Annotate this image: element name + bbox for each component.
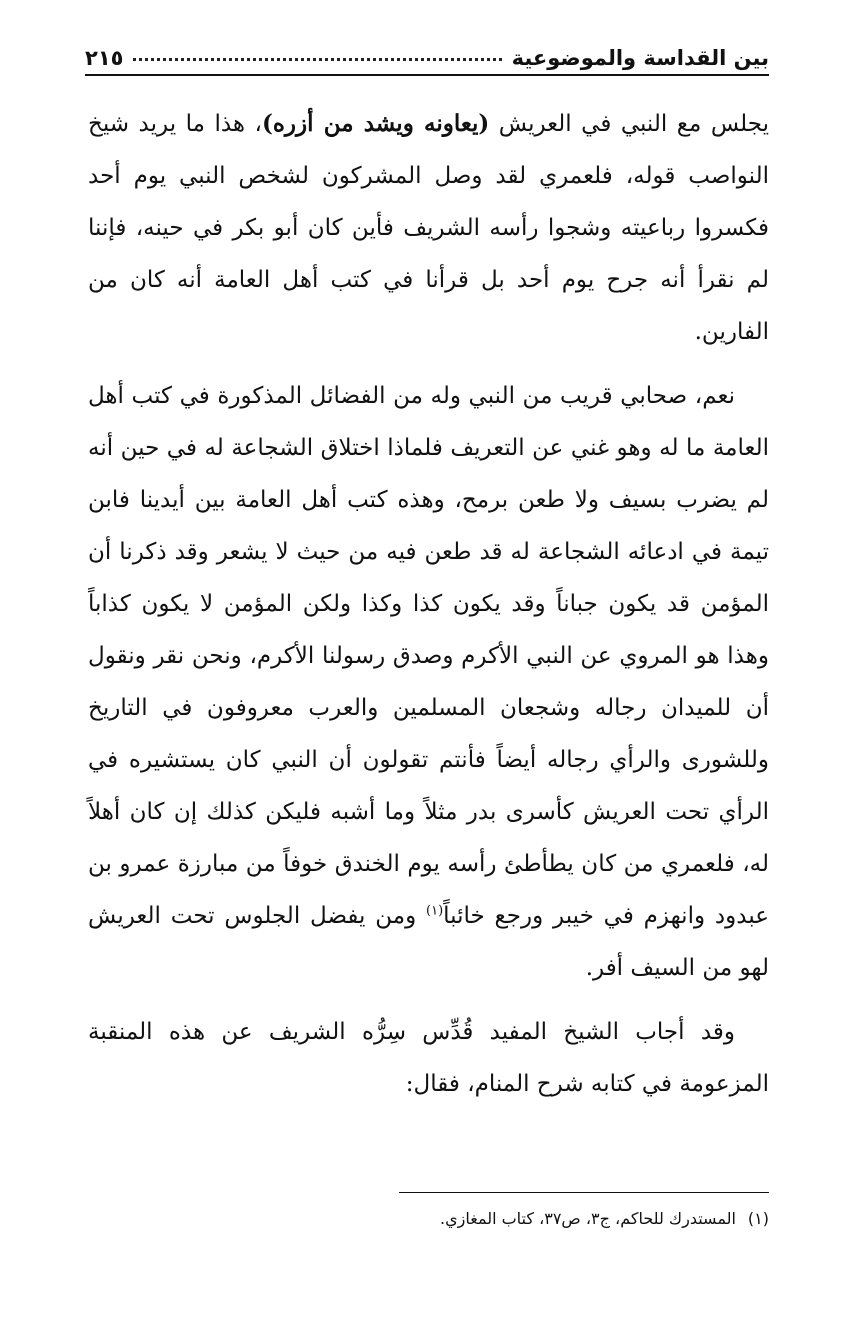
footnote-text: المستدرك للحاكم، ج٣، ص٣٧، كتاب المغازي. [440,1209,736,1228]
header-divider [85,74,769,76]
header-leader-dots [133,58,501,61]
paragraph-1-text-end: ، هذا ما يريد شيخ النواصب قوله، فلعمري لقد وصل المشركون لشخص النبي يوم أحد فكسروا رباعيته وشجوا رأسه الشريف فأين كان أبو بكر في حينه، فإننا لم نقرأ أنه جرح يوم أحد بل قرأنا في كتب أهل العامة أنه كان من الفارين. [88,111,769,345]
main-text [88,98,769,1122]
running-header-title: بين القداسة والموضوعية [511,46,769,70]
paragraph-1 [88,98,769,358]
paragraph-3 [88,1006,769,1110]
paragraph-2 [88,370,769,994]
running-header [85,30,769,70]
paragraph-1-bold-quote: (يعاونه ويشد من أزره) [261,110,490,137]
page-number: ٢١٥ [85,46,124,70]
footnote-reference: (١) [426,903,444,919]
paragraph-3-text: وقد أجاب الشيخ المفيد قُدِّس سِرُّه الشريف عن هذه المنقبة المزعومة في كتابه شرح المنام، فقال: [88,1019,769,1097]
paragraph-1-text-start: يجلس مع النبي في العريش [489,111,770,137]
footnote-divider [399,1192,769,1193]
footnote-number: (١) [747,1209,769,1228]
paragraph-2-text-start: نعم، صحابي قريب من النبي وله من الفضائل المذكورة في كتب أهل العامة ما له وهو غني عن التعريف فلماذا اختلاق الشجاعة له في حين أنه لم يضرب بسيف ولا طعن برمح، وهذه كتب أهل العامة بين أيدينا فابن تيمة في ادعائه الشجاعة له قد طعن فيه من حيث لا يشعر وقد ذكرنا أن المؤمن قد يكون جباناً وقد يكون كذا وكذا ولكن المؤمن لا يكون كذاباً وهذا هو المروي عن النبي الأكرم وصدق رسولنا الأكرم، ونحن نقر ونقول أن للميدان رجاله وشجعان المسلمين والعرب معروفون في التاريخ وللشورى والرأي رجاله أيضاً فأنتم تقولون أن النبي كان يستشيره في الرأي تحت العريش كأسرى بدر مثلاً وما أشبه فليكن كذلك إن كان أهلاً له، فلعمري من كان يطأطئ رأسه يوم الخندق خوفاً من مبارزة عمرو بن عبدود وانهزم في خيبر ورجع خائباً [88,383,769,929]
footnote [88,1205,769,1233]
paragraph-2-text-end: ومن يفضل الجلوس تحت العريش لهو من السيف أفر. [88,903,769,981]
